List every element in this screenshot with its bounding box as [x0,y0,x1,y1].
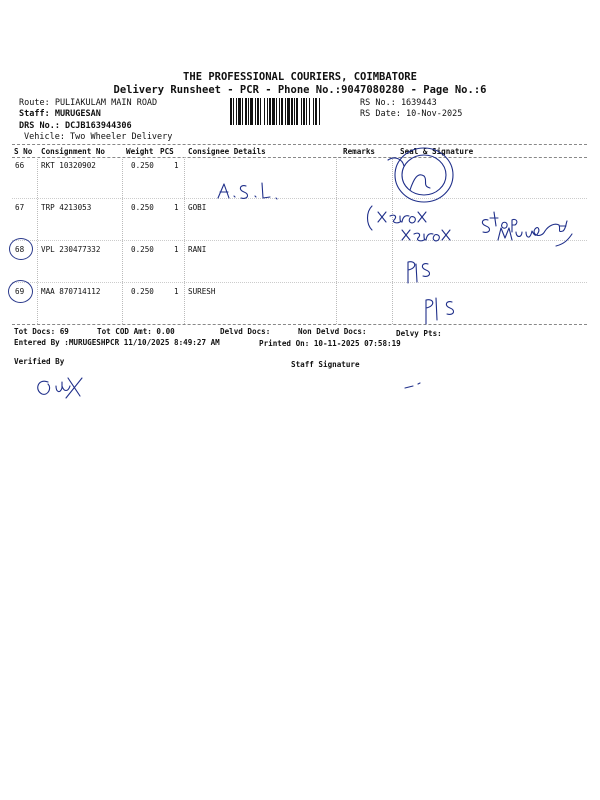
staff-label: Staff: MURUGESAN [19,109,101,119]
row-sno: 66 [15,161,25,170]
delivery-points: Delvy Pts: [396,329,442,338]
drs-number: DRS No.: DCJB163944306 [19,121,132,131]
row-consignment: MAA 870714112 [41,287,101,296]
staff-signature-label: Staff Signature [291,360,360,369]
row-pcs: 1 [174,203,179,212]
row-consignment: RKT 10320902 [41,161,96,170]
col-consignment: Consignment No [41,147,106,156]
rs-date: RS Date: 10-Nov-2025 [360,109,463,119]
row-weight: 0.250 [131,203,154,212]
col-weight: Weight [126,147,154,156]
row-sno: 69 [15,287,25,296]
col-pcs: PCS [160,147,174,156]
row-consignment: TRP 4213053 [41,203,92,212]
delivered-docs: Delvd Docs: [220,327,271,336]
route-label: Route: PULIAKULAM MAIN ROAD [19,98,158,108]
verified-by-label: Verified By [14,357,65,366]
col-sno: S No [14,147,33,156]
row-sno: 68 [15,245,25,254]
row-pcs: 1 [174,161,179,170]
col-seal-signature: Seal & Signature [400,147,474,156]
row-sno: 67 [15,203,25,212]
row-pcs: 1 [174,287,179,296]
row-weight: 0.250 [131,161,154,170]
col-consignee: Consignee Details [188,147,266,156]
row-consignee: GOBI [188,203,207,212]
company-name: THE PROFESSIONAL COURIERS, COIMBATORE [183,71,417,83]
row-consignee: SURESH [188,287,216,296]
row-weight: 0.250 [131,245,154,254]
runsheet-title: Delivery Runsheet - PCR - Phone No.:9047080280 - Page No.:6 [113,84,487,96]
rs-number: RS No.: 1639443 [360,98,437,108]
row-weight: 0.250 [131,287,154,296]
row-consignee: RANI [188,245,207,254]
non-delivered-docs: Non Delvd Docs: [298,327,367,336]
total-cod-amount: Tot COD Amt: 0.00 [97,327,175,336]
col-remarks: Remarks [343,147,376,156]
total-docs: Tot Docs: 69 [14,327,69,336]
row-consignment: VPL 230477332 [41,245,101,254]
row-pcs: 1 [174,245,179,254]
printed-on: Printed On: 10-11-2025 07:58:19 [259,339,401,348]
entered-by: Entered By :MURUGESHPCR 11/10/2025 8:49:27 AM [14,338,220,347]
vehicle-label: Vehicle: Two Wheeler Delivery [24,132,173,142]
